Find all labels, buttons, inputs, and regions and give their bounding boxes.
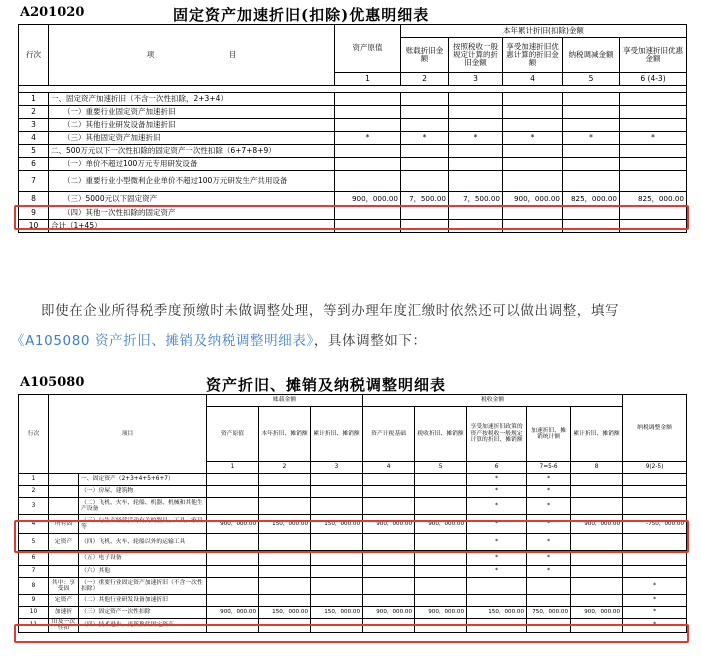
value-cell [363, 619, 415, 633]
value-cell [503, 106, 563, 119]
value-cell: * [449, 132, 503, 145]
table-row [19, 607, 687, 619]
value-cell [207, 551, 259, 566]
value-cell: * [527, 498, 571, 515]
row-group: 定资产 [49, 534, 79, 551]
value-cell: * [527, 486, 571, 498]
value-cell [623, 486, 687, 498]
table1-title-bar [18, 4, 686, 24]
row-group: 其中：享受固 [49, 578, 79, 595]
value-cell [563, 106, 620, 119]
value-cell: * [467, 551, 527, 566]
row-group [49, 486, 79, 498]
row-label: （三）固定资产一次性扣除 [79, 607, 207, 619]
table-row [19, 132, 687, 145]
value-cell: * [620, 132, 687, 145]
value-cell [363, 578, 415, 595]
table-a201020 [18, 4, 686, 233]
t2-h-c8: 累计折旧、摊销额 [571, 407, 623, 462]
value-cell [503, 158, 563, 171]
row-number: 2 [19, 106, 49, 119]
row-number: 8 [19, 192, 49, 207]
paragraph-text: 即使在企业所得税季度预缴时未做调整处理，等到办理年度汇缴时依然还可以做出调整，填写 [41, 303, 620, 319]
table-a105080 [18, 374, 686, 633]
t2-colnum: 8 [571, 462, 623, 474]
value-cell [311, 498, 363, 515]
t2-h-c7: 加速折旧、摊销统计额 [527, 407, 571, 462]
value-cell [620, 158, 687, 171]
value-cell [363, 566, 415, 578]
value-cell [449, 106, 503, 119]
row-number: 11 [19, 619, 49, 633]
value-cell: * [623, 578, 687, 595]
t1-colnum: 5 [563, 73, 620, 86]
t1-h-col3: 按照税收一般规定计算的折旧金额 [449, 38, 503, 73]
row-number: 5 [19, 534, 49, 551]
value-cell [467, 595, 527, 607]
row-label: （一）单价不超过100万元专用研发设备 [49, 158, 335, 171]
row-label: （二）重要行业小型微利企业单价不超过100万元研发生产共用设备 [49, 171, 335, 192]
value-cell [259, 551, 311, 566]
t2-colnum: 1 [207, 462, 259, 474]
row-label: （四）飞机、火车、轮船以外的运输工具 [79, 534, 207, 551]
value-cell [503, 220, 563, 233]
value-cell [207, 534, 259, 551]
value-cell [363, 474, 415, 486]
t2-h-c1: 资产原值 [207, 407, 259, 462]
table-row [19, 534, 687, 551]
t2-colnum: 4 [363, 462, 415, 474]
value-cell [563, 119, 620, 132]
row-number: 7 [19, 566, 49, 578]
t1-colnum: 1 [335, 73, 401, 86]
value-cell [449, 145, 503, 158]
value-cell [571, 498, 623, 515]
table2-body [19, 474, 687, 633]
value-cell: 900，000.00 [207, 515, 259, 534]
row-group [49, 566, 79, 578]
value-cell [207, 566, 259, 578]
value-cell [207, 595, 259, 607]
table-row [19, 498, 687, 515]
value-cell [503, 145, 563, 158]
row-number: 5 [19, 145, 49, 158]
row-group [49, 551, 79, 566]
value-cell [449, 119, 503, 132]
value-cell [335, 119, 401, 132]
row-number: 9 [19, 595, 49, 607]
t1-h-col4: 享受加速折旧优惠计算的折旧金额 [503, 38, 563, 73]
value-cell [415, 566, 467, 578]
value-cell [335, 171, 401, 192]
value-cell [620, 220, 687, 233]
t2-colnum: 7=5-6 [527, 462, 571, 474]
value-cell [571, 486, 623, 498]
row-label: 合计（1+45） [49, 220, 335, 233]
value-cell [415, 486, 467, 498]
value-cell: 150，000.00 [467, 607, 527, 619]
table2-grid [18, 394, 687, 633]
value-cell: 750，000.00 [527, 607, 571, 619]
value-cell: 900，000.00 [335, 192, 401, 207]
value-cell: * [623, 595, 687, 607]
t2-h-tax: 税收金额 [363, 395, 623, 407]
value-cell [259, 566, 311, 578]
table-row [19, 474, 687, 486]
value-cell: 150，000.00 [259, 607, 311, 619]
table2-title-bar [18, 374, 686, 394]
value-cell [311, 619, 363, 633]
table-row [19, 486, 687, 498]
row-number: 10 [19, 607, 49, 619]
value-cell [415, 619, 467, 633]
table-row [19, 566, 687, 578]
t2-h-book: 账载金额 [207, 395, 363, 407]
value-cell [527, 619, 571, 633]
value-cell: * [527, 566, 571, 578]
t1-h-col6: 享受加速折旧优惠金额 [620, 38, 687, 73]
t2-h-c9: 纳税调整金额 [623, 395, 687, 462]
value-cell [259, 486, 311, 498]
table-row [19, 93, 687, 106]
value-cell [401, 207, 449, 220]
value-cell [363, 595, 415, 607]
explanation-paragraph [11, 296, 691, 356]
value-cell [571, 566, 623, 578]
value-cell [563, 145, 620, 158]
value-cell [571, 534, 623, 551]
value-cell [311, 486, 363, 498]
value-cell [415, 474, 467, 486]
value-cell [207, 578, 259, 595]
row-number: 1 [19, 474, 49, 486]
row-number: 3 [19, 498, 49, 515]
value-cell [623, 566, 687, 578]
value-cell [620, 145, 687, 158]
table1-body [19, 93, 687, 233]
row-number: 2 [19, 486, 49, 498]
row-label: （二）其他行业研发设备加速折旧 [79, 595, 207, 607]
row-label: （三）与生产经营活动有关的器具、工具、家具等 [79, 515, 207, 534]
row-label: （二）其他行业研发设备加速折旧 [49, 119, 335, 132]
value-cell: * [527, 474, 571, 486]
value-cell [207, 474, 259, 486]
value-cell [571, 551, 623, 566]
value-cell [563, 207, 620, 220]
table-row [19, 578, 687, 595]
value-cell [311, 534, 363, 551]
t2-colnum: 2 [259, 462, 311, 474]
row-label: （六）其他 [79, 566, 207, 578]
t2-colnum: 6 [467, 462, 527, 474]
row-label: （二）飞机、火车、轮船、机器、机械和其他生产设备 [79, 498, 207, 515]
value-cell [207, 498, 259, 515]
value-cell [335, 93, 401, 106]
value-cell [363, 498, 415, 515]
value-cell: * [623, 619, 687, 633]
value-cell [401, 119, 449, 132]
row-number: 9 [19, 207, 49, 220]
value-cell [259, 595, 311, 607]
value-cell [503, 119, 563, 132]
value-cell: 900，000.00 [571, 515, 623, 534]
row-label: （四）技术进步、更新换代固定资产 [79, 619, 207, 633]
value-cell [620, 119, 687, 132]
t1-spacer [19, 86, 687, 93]
value-cell [259, 474, 311, 486]
value-cell [563, 93, 620, 106]
t2-h-item: 项目 [49, 395, 207, 474]
value-cell [527, 578, 571, 595]
value-cell [623, 498, 687, 515]
value-cell: * [467, 534, 527, 551]
value-cell [571, 578, 623, 595]
t1-h-item-2: 目 [228, 49, 237, 59]
value-cell [467, 578, 527, 595]
value-cell [623, 534, 687, 551]
t2-h-c5: 税收折旧、摊销额 [415, 407, 467, 462]
t2-colnum: 5 [415, 462, 467, 474]
value-cell [363, 534, 415, 551]
value-cell [335, 158, 401, 171]
row-group [49, 498, 79, 515]
t1-colnum: 2 [401, 73, 449, 86]
value-cell: * [527, 534, 571, 551]
row-label: （三）其他固定资产加速折旧 [49, 132, 335, 145]
value-cell [527, 595, 571, 607]
value-cell [415, 578, 467, 595]
value-cell [571, 619, 623, 633]
table-row [19, 551, 687, 566]
row-group: 加速折 [49, 607, 79, 619]
value-cell [401, 145, 449, 158]
row-number: 10 [19, 220, 49, 233]
value-cell [259, 619, 311, 633]
row-number: 7 [19, 171, 49, 192]
value-cell: 900，000.00 [415, 607, 467, 619]
row-number: 8 [19, 578, 49, 595]
t1-colnum: 6 (4-3) [620, 73, 687, 86]
t1-h-col5: 纳税调减金额 [563, 38, 620, 73]
t2-h-c4: 资产计税基础 [363, 407, 415, 462]
t2-colnum: 3 [311, 462, 363, 474]
value-cell [259, 578, 311, 595]
value-cell: 150，000.00 [311, 515, 363, 534]
paragraph-tail: ，具体调整如下： [313, 333, 427, 349]
value-cell [467, 619, 527, 633]
value-cell [401, 158, 449, 171]
value-cell [620, 207, 687, 220]
value-cell: 900，000.00 [207, 607, 259, 619]
value-cell: * [467, 566, 527, 578]
row-group: 定资产 [49, 595, 79, 607]
value-cell [503, 93, 563, 106]
value-cell: * [401, 132, 449, 145]
value-cell [335, 220, 401, 233]
row-group: 旧及一次性扣 [49, 619, 79, 633]
row-label: 二、500万元以下一次性扣除的固定资产一次性扣除（6+7+8+9） [49, 145, 335, 158]
value-cell [563, 171, 620, 192]
table-row [19, 171, 687, 192]
value-cell [311, 566, 363, 578]
value-cell [311, 595, 363, 607]
value-cell [620, 93, 687, 106]
value-cell [311, 551, 363, 566]
value-cell [449, 220, 503, 233]
table-row [19, 145, 687, 158]
table1-title: 固定资产加速折旧(扣除)优惠明细表 [173, 6, 430, 24]
table-row [19, 158, 687, 171]
table2-code: A105080 [20, 375, 85, 390]
table1-code: A201020 [20, 5, 85, 20]
value-cell [401, 106, 449, 119]
row-label: （一）重要行业固定资产加速折旧（不含一次性扣除） [79, 578, 207, 595]
row-number: 4 [19, 515, 49, 534]
row-label: （五）电子设备 [79, 551, 207, 566]
table1-grid [18, 24, 687, 233]
row-label: 一、固定资产加速折旧（不含一次性扣除，2+3+4） [49, 93, 335, 106]
value-cell [335, 207, 401, 220]
t2-h-c6: 享受加速折旧政策的资产按税收一般规定计算的折旧、摊销额 [467, 407, 527, 462]
value-cell: * [467, 498, 527, 515]
value-cell [259, 534, 311, 551]
value-cell: * [467, 474, 527, 486]
row-number: 4 [19, 132, 49, 145]
table2-title: 资产折旧、摊销及纳税调整明细表 [206, 376, 447, 394]
value-cell [563, 158, 620, 171]
value-cell: 7，500.00 [449, 192, 503, 207]
table-row [19, 515, 687, 534]
value-cell: * [467, 515, 527, 534]
t2-colnum: 9(2-5) [623, 462, 687, 474]
value-cell [415, 498, 467, 515]
value-cell: * [563, 132, 620, 145]
t1-h-item [49, 25, 335, 86]
table-row [19, 595, 687, 607]
value-cell [415, 534, 467, 551]
value-cell: -750，000.00 [623, 515, 687, 534]
value-cell [503, 207, 563, 220]
value-cell [401, 171, 449, 192]
table-row [19, 619, 687, 633]
row-label: （一）房屋、建筑物 [79, 486, 207, 498]
value-cell [620, 106, 687, 119]
value-cell: * [335, 132, 401, 145]
value-cell: 150，000.00 [259, 515, 311, 534]
value-cell [503, 171, 563, 192]
value-cell [363, 486, 415, 498]
value-cell: 7，500.00 [401, 192, 449, 207]
value-cell [571, 474, 623, 486]
value-cell: * [503, 132, 563, 145]
t1-h-row-no: 行次 [19, 25, 49, 86]
row-group [49, 474, 79, 486]
t2-h-c3: 累计折旧、摊销额 [311, 407, 363, 462]
value-cell [335, 106, 401, 119]
form-link[interactable]: 《A105080 资产折旧、摊销及纳税调整明细表》 [11, 333, 314, 349]
value-cell: * [467, 486, 527, 498]
row-label: （一）重要行业固定资产加速折旧 [49, 106, 335, 119]
value-cell [363, 551, 415, 566]
value-cell: 900，000.00 [503, 192, 563, 207]
row-label: （三）5000元以下固定资产 [49, 192, 335, 207]
value-cell [449, 93, 503, 106]
value-cell [563, 220, 620, 233]
table-row [19, 119, 687, 132]
value-cell [623, 551, 687, 566]
t1-colnum: 4 [503, 73, 563, 86]
value-cell [207, 486, 259, 498]
value-cell [401, 220, 449, 233]
table-row [19, 220, 687, 233]
value-cell: 900，000.00 [415, 515, 467, 534]
row-number: 1 [19, 93, 49, 106]
table-row [19, 207, 687, 220]
value-cell [620, 171, 687, 192]
t1-h-group: 本年累计折旧(扣除)金额 [401, 25, 687, 38]
value-cell [449, 207, 503, 220]
t1-colnum: 3 [449, 73, 503, 86]
table-row [19, 106, 687, 119]
row-number: 3 [19, 119, 49, 132]
value-cell [623, 474, 687, 486]
value-cell [311, 474, 363, 486]
value-cell [449, 158, 503, 171]
value-cell: * [527, 515, 571, 534]
t2-h-row-no: 行次 [19, 395, 49, 474]
row-label: （四）其他一次性扣除的固定资产 [49, 207, 335, 220]
value-cell: 825，000.00 [620, 192, 687, 207]
value-cell: 900，000.00 [363, 515, 415, 534]
value-cell: * [527, 551, 571, 566]
t1-h-item-1: 项 [146, 49, 155, 59]
t1-h-col2: 账载折旧金额 [401, 38, 449, 73]
row-number: 6 [19, 551, 49, 566]
value-cell: 900，000.00 [571, 607, 623, 619]
table-row [19, 192, 687, 207]
value-cell [415, 595, 467, 607]
value-cell [415, 551, 467, 566]
value-cell: * [623, 607, 687, 619]
value-cell [207, 619, 259, 633]
value-cell [335, 145, 401, 158]
row-group: 所有固 [49, 515, 79, 534]
value-cell [449, 171, 503, 192]
value-cell [259, 498, 311, 515]
value-cell: 825，000.00 [563, 192, 620, 207]
value-cell [571, 595, 623, 607]
row-number: 6 [19, 158, 49, 171]
t2-h-c2: 本年折旧、摊销额 [259, 407, 311, 462]
value-cell: 900，000.00 [363, 607, 415, 619]
t1-h-col1: 资产原值 [335, 25, 401, 73]
row-label: 一、固定资产（2+3+4+5+6+7） [79, 474, 207, 486]
value-cell: 150，000.00 [311, 607, 363, 619]
value-cell [401, 93, 449, 106]
value-cell [311, 578, 363, 595]
